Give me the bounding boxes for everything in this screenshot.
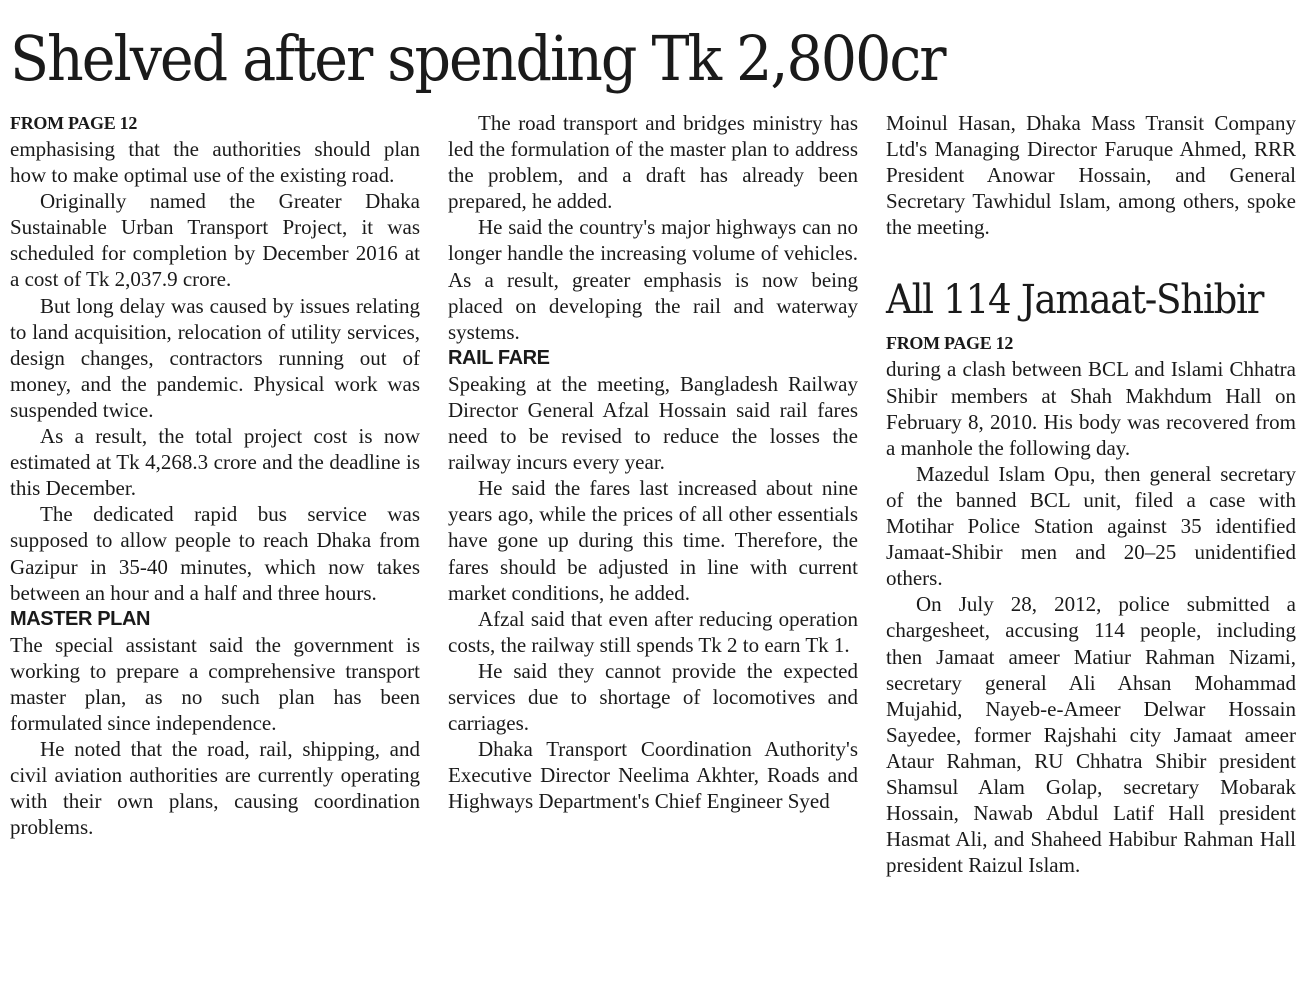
paragraph: He noted that the road, rail, shipping, and civil aviation authorities are currently operating with their own plans, causing coordination problems. [10,737,420,840]
second-headline: All 114 Jamaat-Shibir [886,277,1264,324]
subhead-master-plan: MASTER PLAN [10,607,151,630]
paragraph: On July 28, 2012, police submitted a chargesheet, accusing 114 people, including then Jamaat ameer Matiur Rahman Nizami, secretary general Ali Ahsan Mohammad Mujahid, Nayeb-e-Ameer Delwar Hossain Sayedee, former Rajshahi city Jamaat ameer Ataur Rahman, RU Chhatra Shibir president Shamsul Alam Golap, secretary Mobarak Hossain, Nawab Abdul Latif Hall president Hasmat Ali, and Shaheed Habibur Rahman Hall president Raizul Islam. [886,592,1296,878]
main-headline: Shelved after spending Tk 2,800cr [10,22,945,95]
paragraph: Afzal said that even after reducing operation costs, the railway still spends Tk 2 to earn Tk 1. [448,606,858,657]
main-story-kicker: FROM PAGE 12 [10,113,138,133]
paragraph: Originally named the Greater Dhaka Sustainable Urban Transport Project, it was scheduled for completion by December 2016 at a cost of Tk 2,037.9 crore. [10,189,420,292]
paragraph: Speaking at the meeting, Bangladesh Railway Director General Afzal Hossain said rail fares need to be revised to reduce the losses the railway incurs every year. [448,371,858,475]
paragraph: The dedicated rapid bus service was supposed to allow people to reach Dhaka from Gazipur in 35-40 minutes, which now takes between an hour and a half and three hours. [10,502,420,605]
article-column-1 [10,110,420,840]
paragraph: Moinul Hasan, Dhaka Mass Transit Company Ltd's Managing Director Faruque Ahmed, RRR President Anowar Hossain, and General Secretary Tawhidul Islam, among others, spoke the meeting. [886,111,1296,240]
article-column-3 [886,110,1296,878]
paragraph: But long delay was caused by issues relating to land acquisition, relocation of utility services, design changes, contractors running out of money, and the pandemic. Physical work was suspended twice. [10,293,420,422]
paragraph: He said the fares last increased about nine years ago, while the prices of all other essentials have gone up during this time. Therefore, the fares should be adjusted in line with current market conditions, he added. [448,476,858,605]
paragraph: The special assistant said the government is working to prepare a comprehensive transport master plan, as no such plan has been formulated since independence. [10,632,420,735]
paragraph: He said they cannot provide the expected services due to shortage of locomotives and carriages. [448,658,858,736]
paragraph: As a result, the total project cost is now estimated at Tk 4,268.3 crore and the deadline is this December. [10,424,420,501]
subhead-rail-fare: RAIL FARE [448,346,550,369]
paragraph: The road transport and bridges ministry has led the formulation of the master plan to address the problem, and a draft has already been prepared, he added. [448,111,858,214]
paragraph: Mazedul Islam Opu, then general secretary of the banned BCL unit, filed a case with Motihar Police Station against 35 identified Jamaat-Shibir men and 20–25 unidentified others. [886,461,1296,591]
article-column-2 [448,110,858,814]
paragraph: He said the country's major highways can no longer handle the increasing volume of vehicles. As a result, greater emphasis is now being placed on developing the rail and waterway systems. [448,215,858,344]
paragraph: emphasising that the authorities should plan how to make optimal use of the existing road. [10,137,420,188]
paragraph: Dhaka Transport Coordination Authority's Executive Director Neelima Akhter, Roads and Highways Department's Chief Engineer Syed [448,737,858,814]
paragraph: during a clash between BCL and Islami Chhatra Shibir members at Shah Makhdum Hall on February 8, 2010. His body was recovered from a manhole the following day. [886,357,1296,460]
second-story-kicker: FROM PAGE 12 [886,333,1014,354]
